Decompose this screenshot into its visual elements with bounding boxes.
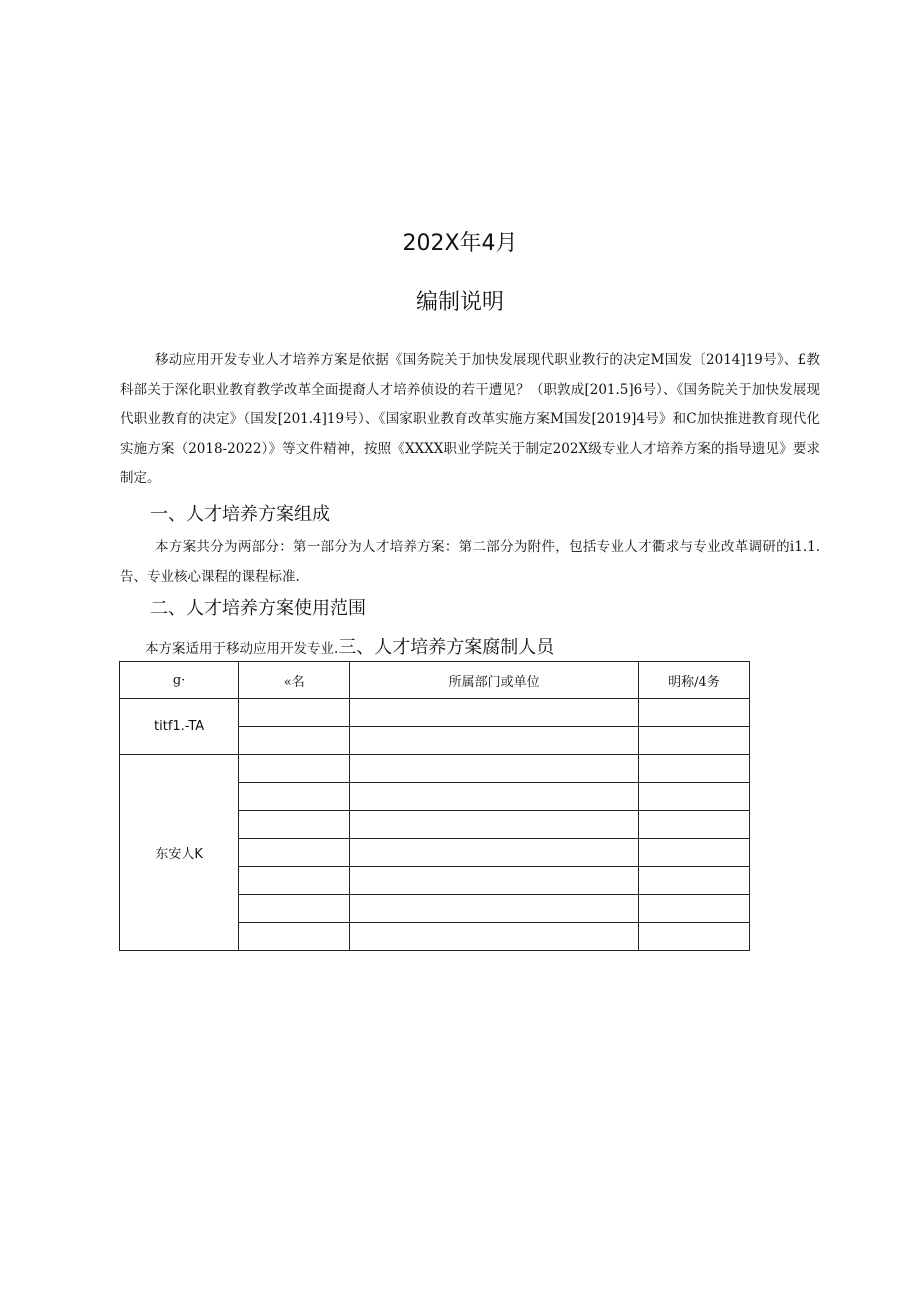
table-row xyxy=(120,699,750,727)
table-cell xyxy=(350,811,638,839)
table-cell xyxy=(638,811,749,839)
table-cell xyxy=(239,783,350,811)
section2-heading: 二、人才培养方案使用范围 xyxy=(150,598,366,619)
table-cell xyxy=(638,699,749,727)
header-category: g· xyxy=(120,662,239,699)
table-cell xyxy=(638,867,749,895)
header-department: 所属部门或单位 xyxy=(350,662,638,699)
header-name: «名 xyxy=(239,662,350,699)
table-cell xyxy=(350,727,638,755)
table-cell xyxy=(638,783,749,811)
table-cell xyxy=(239,699,350,727)
group-label-1: titf1.-TA xyxy=(120,699,239,755)
table-cell xyxy=(239,839,350,867)
intro-paragraph: 移动应用开发专业人才培养方案是依据《国务院关于加快发展现代职业教行的决定M国发〔2014]19号》、£教科部关于深化职业教育教学改革全面提裔人才培养侦设的若干遭见？（职敦成[201.5]6号）、《国务院关于加快发展现代职业教育的决定》（国发[201.4]19号）、《国家职业教育改革实施方案M国发[2019]4号》和C加快推进教育现代化实施方案（2018-2022）》等文件精神，按照《XXXX职业学院关于制定202X级专业人才培养方案的指导遗见》要求制定。 xyxy=(120,352,820,486)
table-row xyxy=(120,755,750,783)
table-cell xyxy=(638,923,749,951)
header-title: 明称/4务 xyxy=(638,662,749,699)
table-cell xyxy=(239,755,350,783)
table-cell xyxy=(350,839,638,867)
table-cell xyxy=(239,895,350,923)
table-cell xyxy=(239,811,350,839)
table-cell xyxy=(350,783,638,811)
table-cell xyxy=(239,867,350,895)
table-cell xyxy=(638,895,749,923)
group-label-2: 东安人K xyxy=(120,755,239,951)
section1-text: 本方案共分为两部分：第一部分为人才培养方案：第二部分为附件，包括专业人才衢求与专业改革调研的i1.1.告、专业核心课程的课程标准. xyxy=(120,539,820,585)
section2-text: 本方案适用于移动应用开发专业. xyxy=(145,641,339,657)
table-cell xyxy=(350,895,638,923)
table-cell xyxy=(350,923,638,951)
table-cell xyxy=(239,727,350,755)
section1-heading: 一、人才培养方案组成 xyxy=(150,504,330,525)
table-cell xyxy=(350,755,638,783)
table-cell xyxy=(239,923,350,951)
section3-heading: 三、人才培养方案腐制人员 xyxy=(338,637,555,658)
table-header-row xyxy=(120,662,750,699)
table-cell xyxy=(350,867,638,895)
section2-line xyxy=(145,633,554,659)
staff-table xyxy=(119,661,750,951)
document-date: 202X年4月 xyxy=(402,231,518,256)
table-cell xyxy=(638,755,749,783)
table-cell xyxy=(638,727,749,755)
page-title: 编制说明 xyxy=(415,290,504,315)
table-cell xyxy=(638,839,749,867)
table-cell xyxy=(350,699,638,727)
